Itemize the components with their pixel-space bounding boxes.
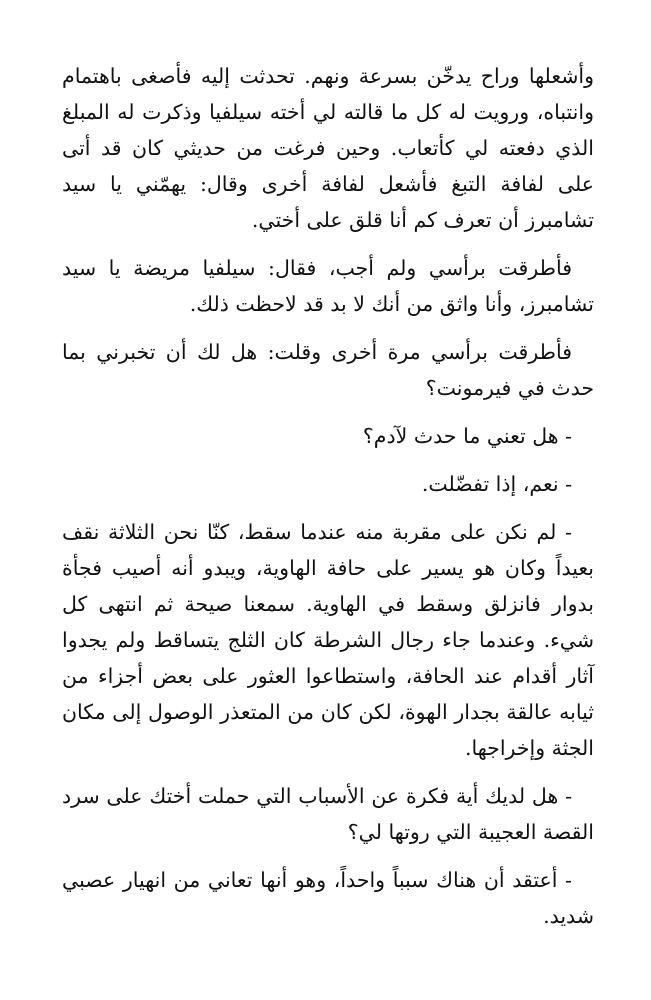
paragraph-1: وأشعلها وراح يدخّن بسرعة ونهم. تحدثت إليه فأصغى باهتمام وانتباه، ورويت له كل ما قالته لي أخته سيلفيا وذكرت له المبلغ الذي دفعته لي كأتعاب. وحين فرغت من حديثي كان قد أتى على لفافة التبغ فأشعل لفافة أخرى وقال: يهمّني يا سيد تشامبرز أن تعرف كم أنا قلق على أختي. xyxy=(62,64,594,232)
dialogue-line-3: - لم نكن على مقربة منه عندما سقط، كنّا نحن الثلاثة نقف بعيداً وكان هو يسير على حافة الهاوية، ويبدو أنه أصيب فجأة بدوار فانزلق وسقط في الهاوية. سمعنا صيحة ثم انتهى كل شيء. وعندما جاء رجال الشرطة كان الثلج يتساقط ولم يجدوا آثار أقدام عند الحافة، واستطاعوا العثور على بعض أجزاء من ثيابه عالقة بجدار الهوة، لكن كان من المتعذر الوصول إلى مكان الجثة وإخراجها. xyxy=(62,520,594,760)
dialogue-line-5: - أعتقد أن هناك سبباً واحداً، وهو أنها تعاني من انهيار عصبي شديد. xyxy=(62,868,594,928)
dialogue-line-2: - نعم، إذا تفضّلت. xyxy=(421,472,572,496)
dialogue-line-4: - هل لديك أية فكرة عن الأسباب التي حملت أختك على سرد القصة العجيبة التي روتها لي؟ xyxy=(62,784,594,844)
paragraph-3: فأطرقت برأسي مرة أخرى وقلت: هل لك أن تخبرني بما حدث في فيرمونت؟ xyxy=(62,340,594,400)
book-page xyxy=(62,58,594,1000)
paragraph-2: فأطرقت برأسي ولم أجب، فقال: سيلفيا مريضة يا سيد تشامبرز، وأنا واثق من أنك لا بد قد لاحظت ذلك. xyxy=(62,256,594,316)
dialogue-line-1: - هل تعني ما حدث لآدم؟ xyxy=(362,424,572,448)
